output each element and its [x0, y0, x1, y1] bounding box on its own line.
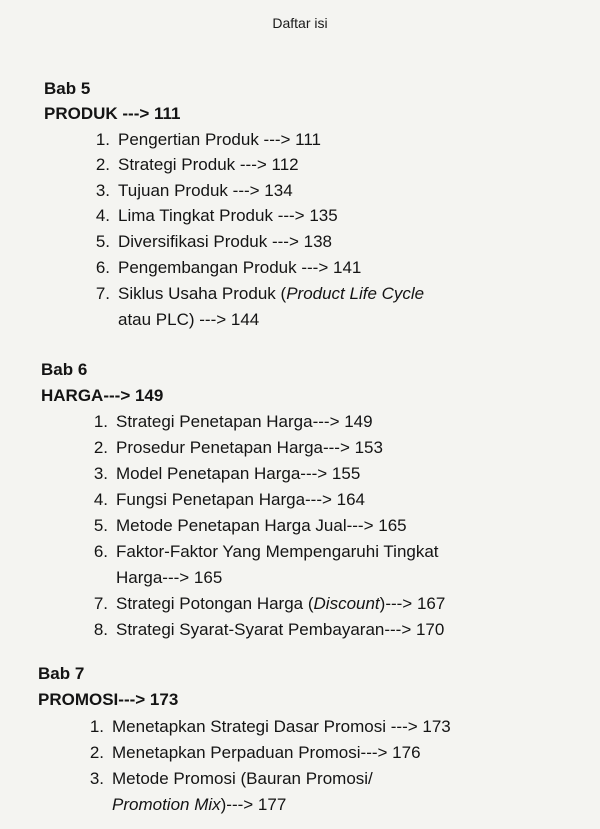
toc-entry-continuation: Harga---> 165 [116, 568, 223, 587]
chapter-title: PROMOSI---> 173 [38, 690, 179, 709]
toc-entry-continuation: Promotion Mix)---> 177 [112, 795, 287, 814]
chapter-title: PRODUK ---> 111 [44, 104, 181, 123]
bab-label: Bab 6 [41, 360, 88, 379]
book-page: Daftar isi Bab 5 PRODUK ---> 111 1. Pengertian Produk ---> 111 2. Strategi Produk ---> 112 3. Tujuan Produk ---> 134 4. Lima Tingkat Produk ---> 135 5. Diversifikasi Produk ---> 138 6. Pengembangan Produk ---> 141 7. Siklus Usaha Produk (Product Life Cycle atau PLC) ---> 144 Bab 6 HARGA---> 149 1. Strategi Penetapan Harga---> 149 2. Prosedur Penetapan Harga---> 153 3. Model Penetapan Harga---> 155 4. Fungsi Penetapan Harga---> 164 5. Metode Penetapan Harga Jual---> 165 6. Faktor-Faktor Yang Mempengaruhi Tingkat Harga---> 165 7. Strategi Potongan Harga (Discount)---> 167 8. Strategi Syarat-Syarat Pembayaran---> 170 Bab 7 PROMOSI---> 173 1. Menetapkan Strategi Dasar Promosi ---> 173 2. Menetapkan Perpaduan Promosi---> 176 3. Metode Promosi (Bauran Promosi/ Promotion Mix)---> 177 [0, 0, 600, 829]
page-title: Daftar isi [272, 15, 328, 31]
bab-label: Bab 5 [44, 79, 91, 98]
chapter-title: HARGA---> 149 [41, 386, 164, 405]
toc-entry-continuation: atau PLC) ---> 144 [118, 310, 260, 329]
bab-label: Bab 7 [38, 664, 85, 683]
